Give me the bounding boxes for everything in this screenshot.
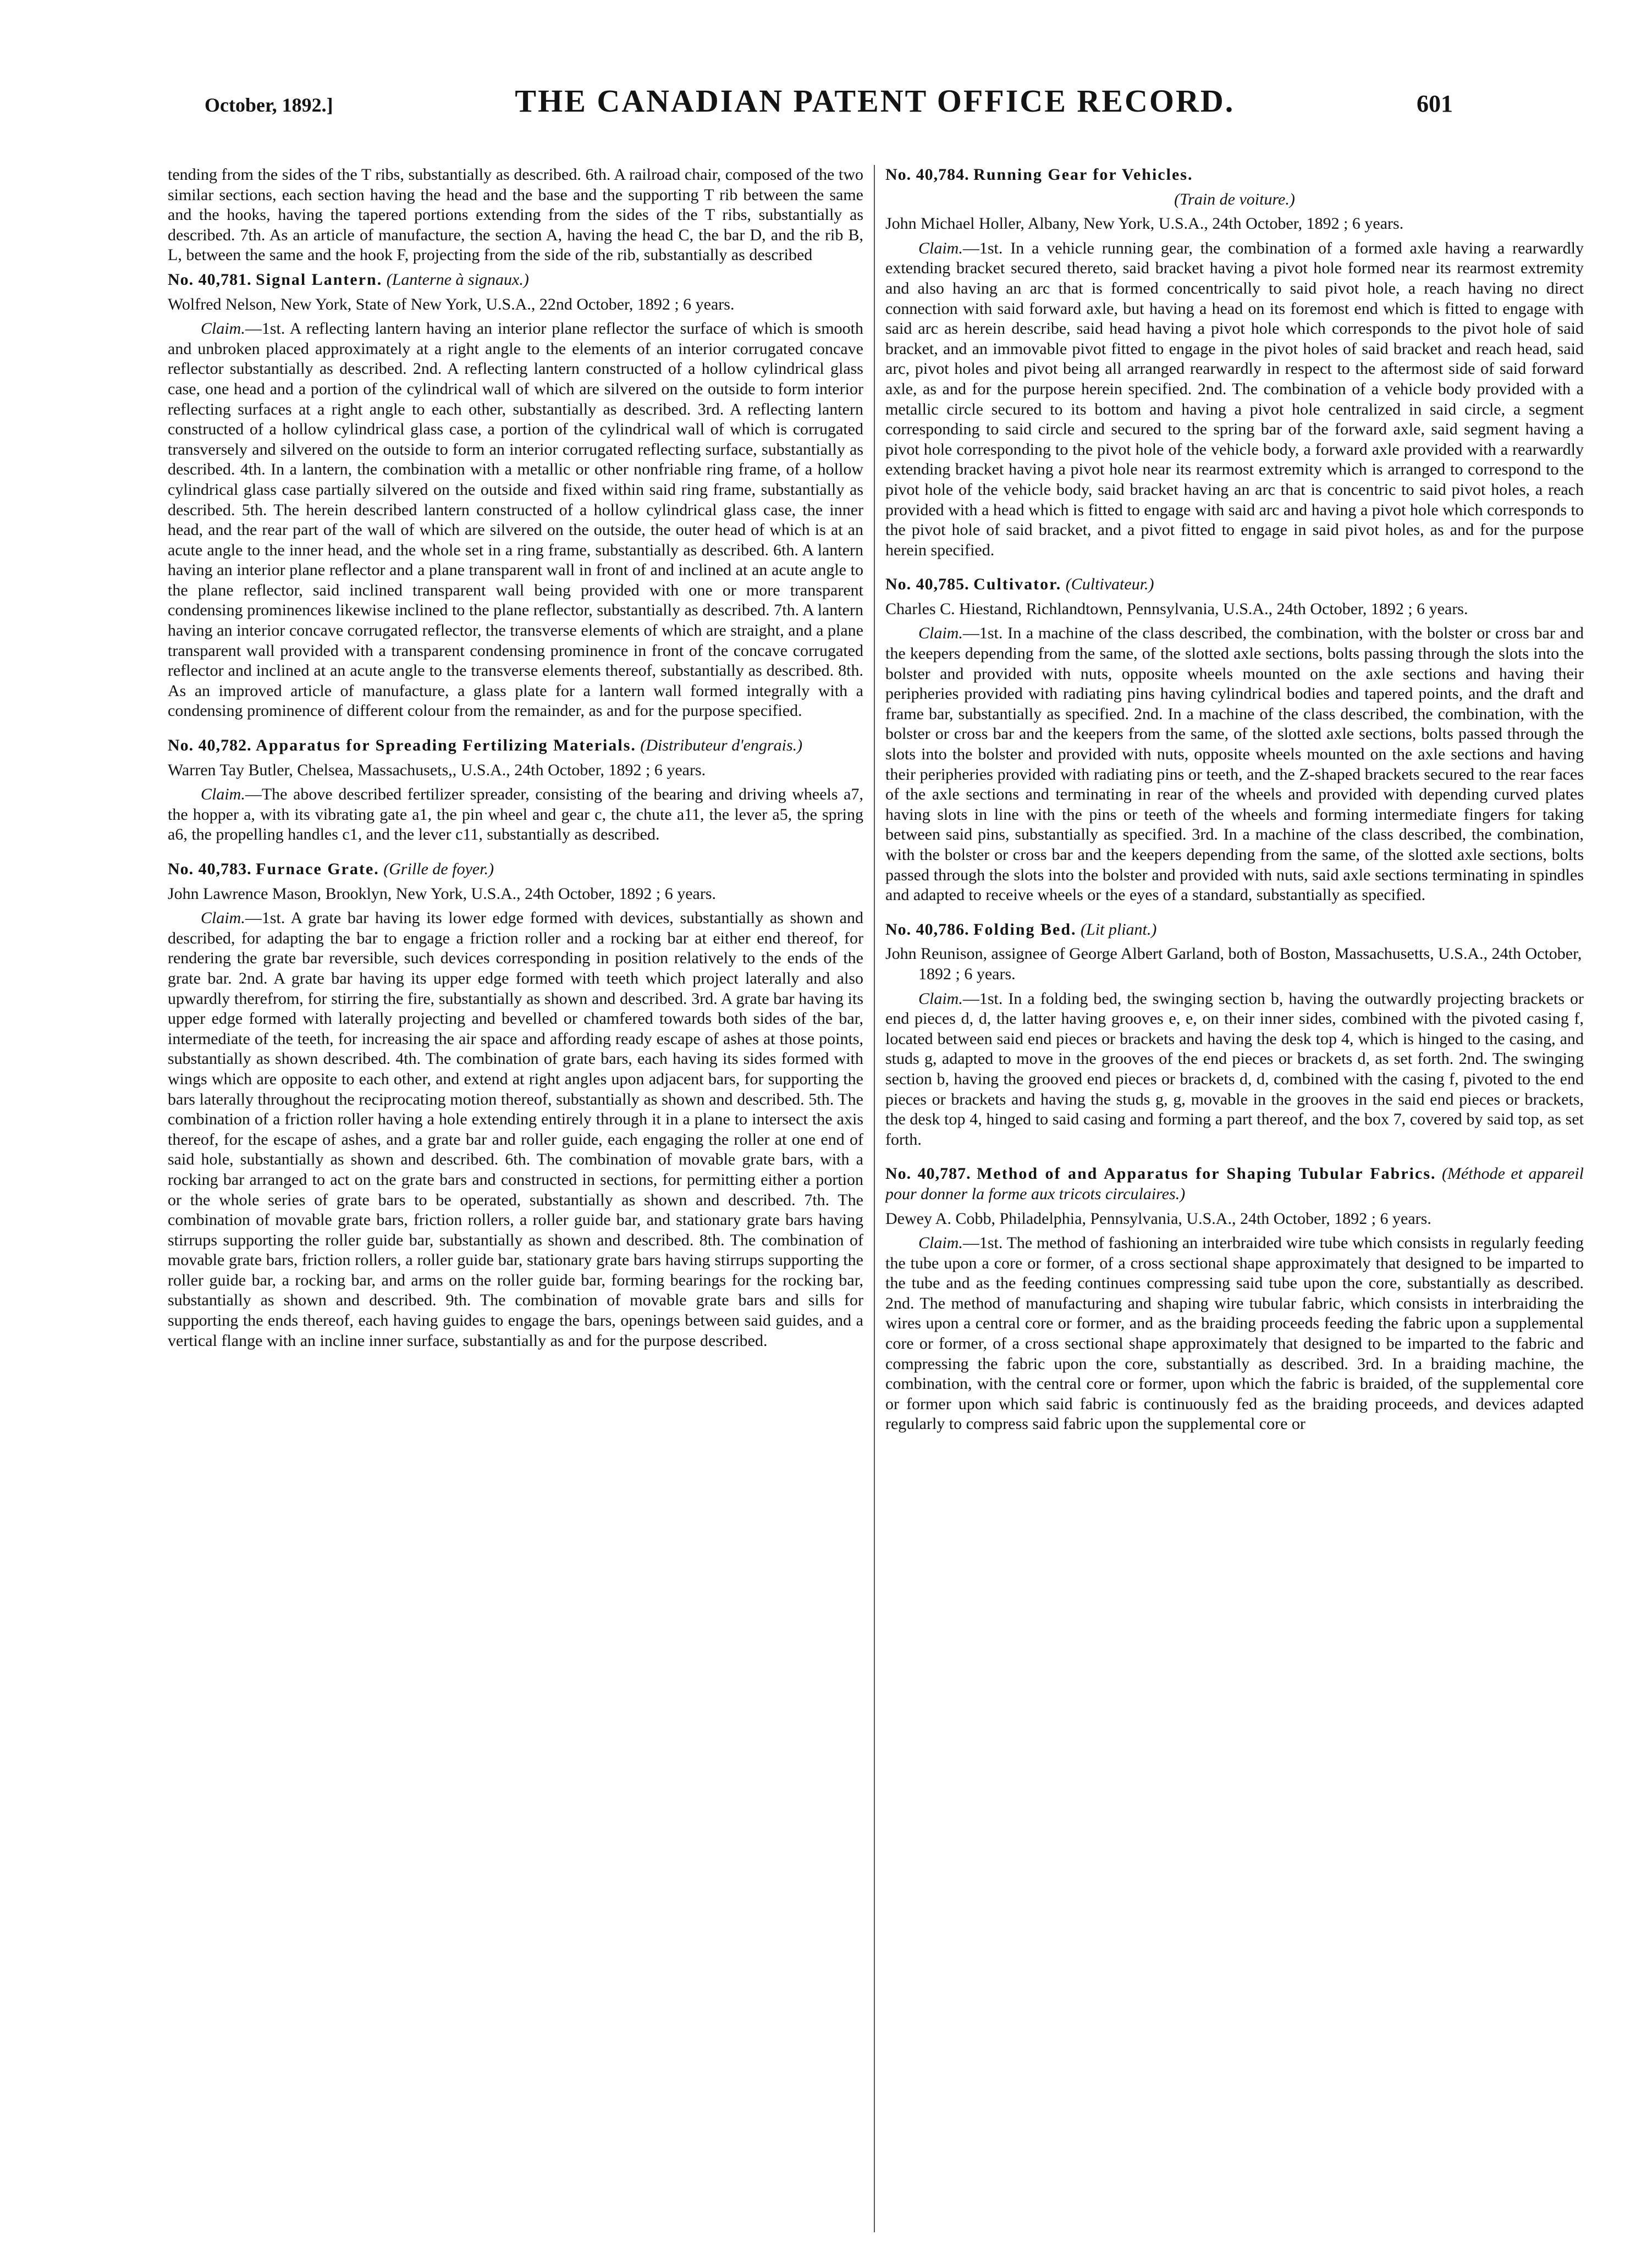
patent-title: Cultivator.: [973, 575, 1062, 594]
french-title: (Distributeur d'engrais.): [640, 736, 803, 755]
inventor-line: John Reunison, assignee of George Albert Garland, both of Boston, Massachusetts, U.S.A., 24th October, 1892 ; 6 years.: [885, 945, 1582, 983]
entry-heading: [168, 270, 863, 290]
patent-number: No. 40,785.: [885, 575, 970, 594]
entry-heading: [168, 859, 863, 880]
claim-label: Claim.: [918, 239, 963, 257]
inventor-line: Wolfred Nelson, New York, State of New York, U.S.A., 22nd October, 1892 ; 6 years.: [168, 295, 735, 313]
patent-entry: [885, 1164, 1584, 1434]
patent-number: No. 40,784.: [885, 165, 970, 184]
patent-title: Running Gear for Vehicles.: [973, 165, 1193, 184]
claim-body: —1st. A grate bar having its lower edge formed with devices, substantially as shown and described, for adapting the bar to engage a friction roller and a rocking bar at either end thereof, for rendering the grate bar reversible, such devices corresponding in position relatively to the ends of the grate bar. 2nd. A grate bar having its upper edge formed with teeth which project laterally and also upwardly therefrom, for stirring the fire, substantially as shown and described. 3rd. A grate bar having its upper edge formed with laterally projecting and bevelled or chamfered towards both sides of the bar, intermediate of the teeth, for increasing the air space and affording ready escape of ashes at those points, substantially as shown described. 4th. The combination of grate bars, each having its sides formed with wings which are opposite to each other, and extend at right angles upon adjacent bars, for supporting the bars laterally throughout the reciprocating motion thereof, substantially as shown and described. 5th. The combination of a friction roller having a hole extending entirely through it in a plane to intersect the axis thereof, for the escape of ashes, and a grate bar and roller guide, each engaging the roller at one end of said hole, substantially as shown and described. 6th. The combination of movable grate bars, with a rocking bar arranged to act on the grate bars and constructed in sections, for permitting either a portion or the whole series of grate bars to be operated, substantially as shown and described. 7th. The combination of movable grate bars, friction rollers, a roller guide bar, and stationary grate bars having stirrups supporting the roller guide bar, substantially as shown and described. 8th. The combination of movable grate bars, friction rollers, a roller guide bar, stationary grate bars having stirrups supporting the roller guide bar, a rocking bar, and arms on the roller guide bar, forming bearings for the rocking bar, substantially as shown and described. 9th. The combination of movable grate bars and sills for supporting the ends thereof, each having guides to engage the bars, openings between said guides, and a vertical flange with an incline inner surface, substantially as and for the purpose described.: [168, 909, 863, 1350]
french-title: (Cultivateur.): [1065, 575, 1154, 594]
inventor-line: Dewey A. Cobb, Philadelphia, Pennsylvania, U.S.A., 24th October, 1892 ; 6 years.: [885, 1209, 1431, 1228]
patent-number: No. 40,781.: [168, 270, 252, 289]
claim-body: —1st. In a folding bed, the swinging section b, having the outwardly projecting brackets or end pieces d, d, the latter having grooves e, e, on their inner sides, combined with the pivoted casing f, located between said end pieces or brackets and having the desk top 4, which is hinged to the casing, and studs g, adapted to move in the grooves of the end pieces or brackets d, as set forth. 2nd. The swinging section b, having the grooved end pieces or brackets d, d, combined with the casing f, pivoted to the end pieces or brackets and having the studs g, g, movable in the grooves in the said end pieces or brackets, the desk top 4, hinged to said casing and forming a part thereof, and the box 7, covered by said top, as set forth.: [885, 989, 1584, 1149]
claim-label: Claim.: [918, 624, 963, 643]
column-divider: [874, 165, 875, 2232]
french-title-line: [885, 190, 1584, 210]
claim-text: [885, 239, 1584, 561]
patent-title: Furnace Grate.: [256, 860, 379, 878]
claim-label: Claim.: [918, 1234, 963, 1252]
claim-text: [885, 623, 1584, 905]
patent-number: No. 40,787.: [885, 1165, 971, 1183]
claim-label: Claim.: [201, 909, 245, 928]
claim-body: —The above described fertilizer spreader, consisting of the bearing and driving wheels a7, the hopper a, with its vibrating gate a1, the pin wheel and gear c, the chute a11, the lever a5, the spring a6, the propelling handles c1, and the lever c11, substantially as described.: [168, 785, 863, 844]
claim-label: Claim.: [201, 785, 245, 804]
inventor-line: John Michael Holler, Albany, New York, U.S.A., 24th October, 1892 ; 6 years.: [885, 214, 1404, 233]
patent-title: Apparatus for Spreading Fertilizing Materials.: [256, 736, 636, 755]
patent-entry: [885, 575, 1584, 906]
french-title: (Lit pliant.): [1081, 920, 1157, 939]
patent-number: No. 40,786.: [885, 920, 970, 939]
patent-entry: [885, 165, 1584, 560]
claim-body: —1st. In a machine of the class described, the combination, with the bolster or cross bar and the keepers depending from the same, of the slotted axle sections, bolts passing through the slots into the bolster and provided with nuts, opposite wheels mounted on the axle sections and having their peripheries provided with radiating pins having cylindrical bodies and tapered points, and the draft and frame bar, substantially as specified. 2nd. In a machine of the class described, the combination, with the bolster or cross bar and the keepers from the same, of the slotted axle sections, bolts passed through the slots into the bolster and provided with nuts, opposite wheels mounted on the axle sections and having their peripheries provided with radiating pins or teeth, and the Z-shaped brackets secured to the rear faces of the axle sections and terminating in rear of the wheels and provided with depending curved plates having slots in line with the pins or teeth of the wheels and forming intermediate fingers for taking between said pins, substantially as specified. 3rd. In a machine of the class described, the combination, with the bolster or cross bar and the keepers depending from the same, of the slotted axle sections, bolts passed through the slots into the bolster and provided with nuts, said axle sections terminating in spindles and adapted to receive wheels or the eyes of a standard, substantially as specified.: [885, 624, 1584, 904]
claim-text: [885, 989, 1584, 1150]
patent-entry: [168, 270, 863, 721]
claim-label: Claim.: [201, 319, 245, 338]
french-title: (Méthode et appareil pour donner la forme aux tricots circulaires.): [885, 1165, 1584, 1203]
patent-title: Method of and Apparatus for Shaping Tubular Fabrics.: [977, 1165, 1436, 1183]
claim-text: [168, 319, 863, 721]
inventor-line: John Lawrence Mason, Brooklyn, New York, U.S.A., 24th October, 1892 ; 6 years.: [168, 884, 717, 903]
running-header: [205, 82, 1453, 126]
patent-number: No. 40,783.: [168, 860, 252, 878]
patent-entry: [885, 920, 1584, 1150]
inventor-line: Warren Tay Butler, Chelsea, Massachusets,, U.S.A., 24th October, 1892 ; 6 years.: [168, 760, 706, 779]
entry-heading: [168, 736, 863, 756]
patent-entry: [168, 859, 863, 1351]
french-title: (Lanterne à signaux.): [386, 270, 529, 289]
patent-title: Folding Bed.: [973, 920, 1077, 939]
continued-claim-text: tending from the sides of the T ribs, substantially as described. 6th. A railroad chair, composed of the two similar sections, each section having the head and the base and the supporting T rib between the same and the hooks, having the tapered portions extending from the sides of the T ribs, substantially as described. 7th. As an article of manufacture, the section A, having the head C, the bar D, and the rib B, L, between the same and the hook F, projecting from the side of the rib, substantially as described: [168, 165, 863, 264]
right-column: [885, 165, 1584, 2232]
issue-date: October, 1892.]: [205, 94, 333, 116]
entry-heading: [885, 575, 1584, 595]
claim-label: Claim.: [918, 989, 963, 1008]
claim-body: —1st. A reflecting lantern having an interior plane reflector the surface of which is smooth and unbroken placed approximately at a right angle to the elements of an interior corrugated concave reflector substantially as described. 2nd. A reflecting lantern constructed of a hollow cylindrical glass case, one head and a portion of the cylindrical wall of which are silvered on the outside to form interior reflecting surfaces at a right angle to each other, substantially as described. 3rd. A reflecting lantern constructed of a hollow cylindrical glass case, a portion of the cylindrical wall of which is corrugated transversely and silvered on the outside to form an interior corrugated reflecting surface, substantially as described. 4th. In a lantern, the combination with a metallic or other nonfriable ring frame, of a hollow cylindrical glass case partially silvered on the outside and fixed within said ring frame, substantially as described. 5th. The herein described lantern constructed of a hollow cylindrical glass case, the inner head, and the rear part of the wall of which are silvered on the outside, the outer head of which is at an acute angle to the inner head, and the whole set in a ring frame, substantially as described. 6th. A lantern having an interior plane reflector and a plane transparent wall in front of and inclined at an acute angle to the plane reflector, said inclined transparent wall being provided with one or more transparent condensing prominences likewise inclined to the plane reflector, substantially as described. 7th. A lantern having an interior concave corrugated reflector, the transverse elements of which are straight, and a plane transparent wall provided with a transparent condensing prominence in front of the concave corrugated reflector and inclined at an acute angle to the transverse elements thereof, substantially as described. 8th. As an improved article of manufacture, a glass plate for a lantern wall formed integrally with a condensing prominence of different colour from the remainder, as and for the purpose specified.: [168, 319, 863, 720]
claim-text: [168, 785, 863, 845]
patent-number: No. 40,782.: [168, 736, 252, 755]
patent-entry: [168, 736, 863, 845]
publication-title: THE CANADIAN PATENT OFFICE RECORD.: [515, 83, 1235, 119]
inventor-line: Charles C. Hiestand, Richlandtown, Pennsylvania, U.S.A., 24th October, 1892 ; 6 years.: [885, 599, 1468, 618]
claim-body: —1st. The method of fashioning an interbraided wire tube which consists in regularly feeding the tube upon a core or former, of a cross sectional shape approximately that designed to be imparted to the tube and as the feeding continues compressing said tube upon the core, substantially as described. 2nd. The method of manufacturing and shaping wire tubular fabric, which consists in interbraiding the wires upon a central core or former, and as the braiding proceeds feeding the fabric upon a supplemental core or former, of a cross sectional shape approximately that designed to be imparted to the fabric and compressing the fabric upon the core, substantially as described. 3rd. In a braiding machine, the combination, with the central core or former, upon which the fabric is braided, of the supplemental core or former upon which said fabric is continuously fed as the braiding proceeds, and devices adapted regularly to compress said fabric upon the supplemental core or: [885, 1234, 1584, 1433]
left-column: [168, 165, 863, 2232]
french-title: (Train de voiture.): [1174, 190, 1295, 208]
entry-heading: [885, 920, 1584, 940]
claim-body: —1st. In a vehicle running gear, the combination of a formed axle having a rearwardly extending bracket secured thereto, said bracket having a pivot hole formed near its rearmost extremity and also having an arc that is formed concentrically to said pivot hole, a reach having no direct connection with said forward axle, but having a head on its foremost end which is fitted to engage with said arc as herein describe, said head having a pivot hole which corresponds to the pivot hole of said bracket, and an immovable pivot fitted to engage in the pivot holes of said bracket and reach head, said arc, pivot holes and pivot being all arranged rearwardly in respect to the aftermost side of said forward axle, as and for the purpose herein specified. 2nd. The combination of a vehicle body provided with a metallic circle secured to its bottom and having a pivot hole centralized in said circle, a segment corresponding to said circle and secured to the spring bar of the forward axle, said segment having a pivot hole corresponding to the pivot hole of the vehicle body, a forward axle provided with a rearwardly extending bracket having a pivot hole near its rearmost extremity which is arranged to correspond to the pivot hole of the vehicle body, said bracket having an arc that is concentric to said pivot holes, a reach provided with a head which is fitted to engage with said arc and having a pivot hole which corresponds to the pivot hole of said bracket, and a pivot fitted to engage in said pivot holes, as and for the purpose herein specified.: [885, 239, 1584, 559]
entry-heading: [885, 1164, 1584, 1204]
french-title: (Grille de foyer.): [383, 860, 494, 878]
claim-text: [168, 908, 863, 1351]
patent-title: Signal Lantern.: [256, 270, 383, 289]
claim-text: [885, 1233, 1584, 1434]
page-number: 601: [1417, 90, 1453, 117]
entry-heading: [885, 165, 1584, 185]
